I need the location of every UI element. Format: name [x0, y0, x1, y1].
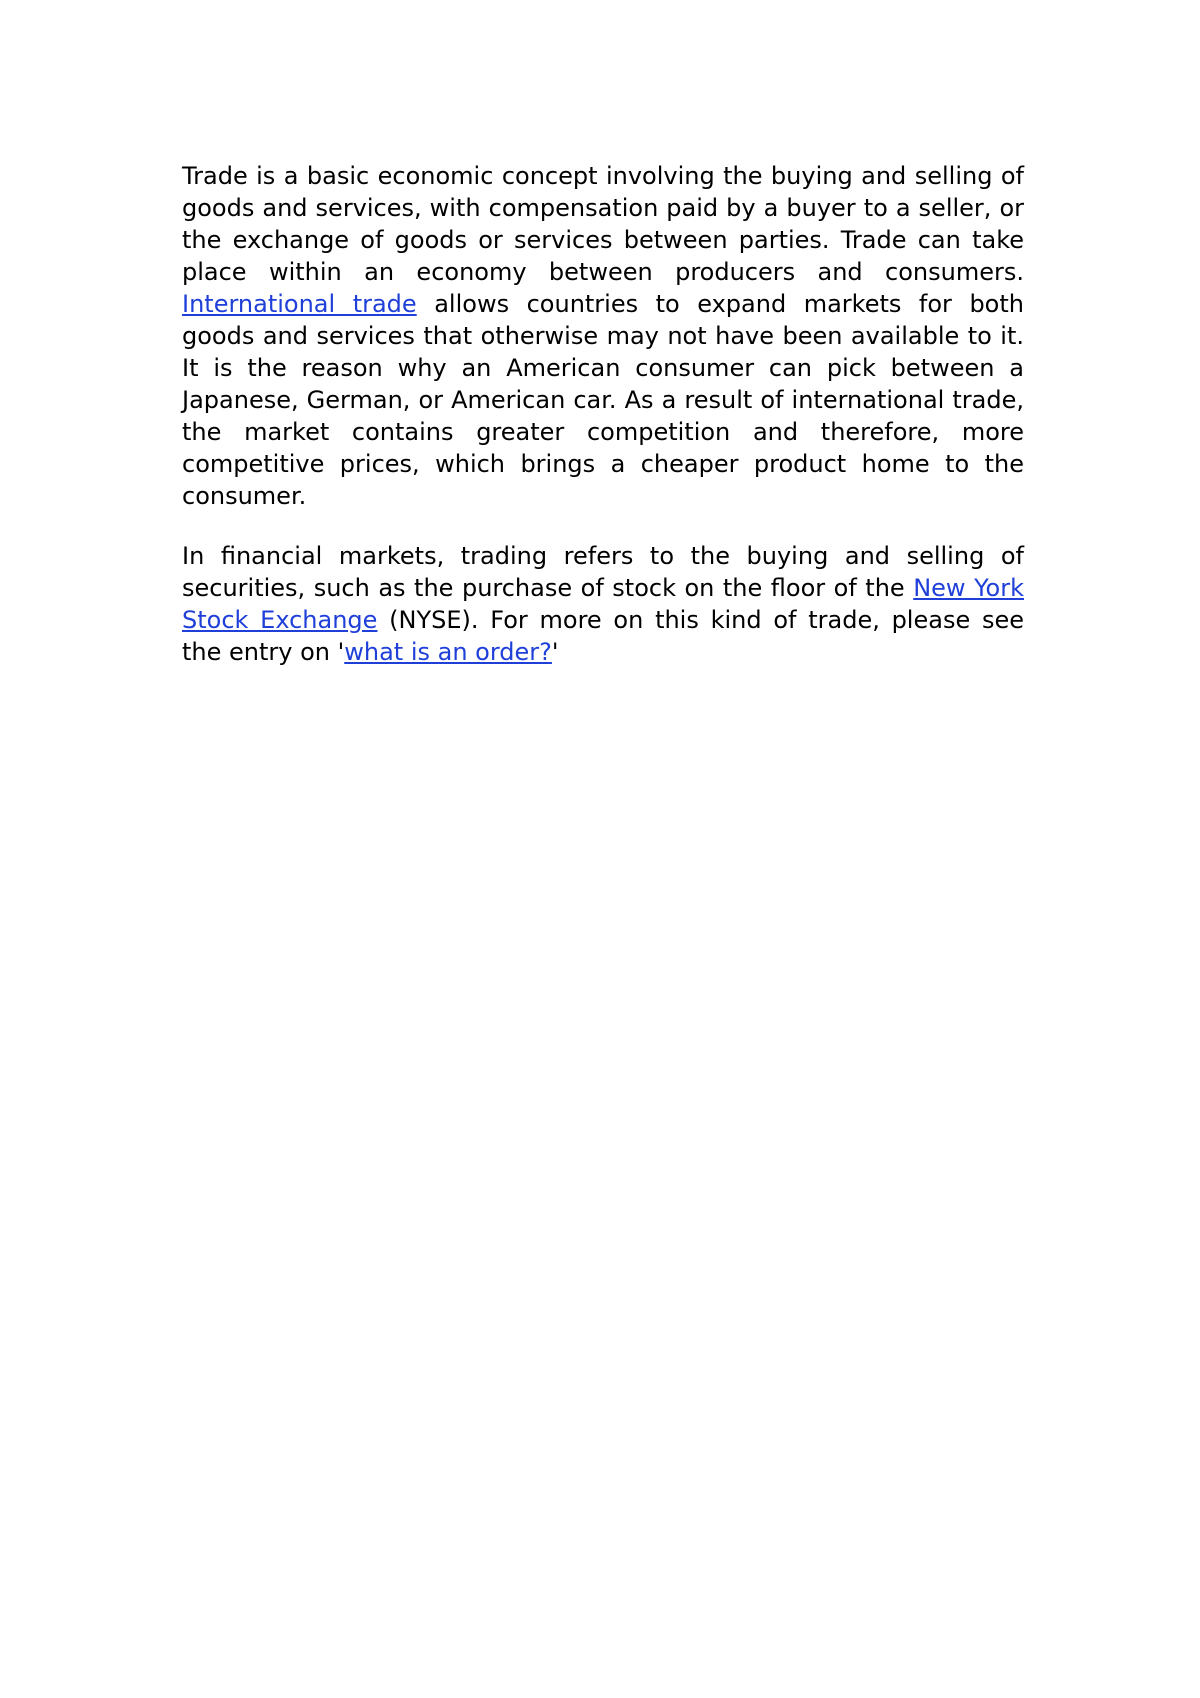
- paragraph-1-text-end: allows countries to expand markets for both goods and services that otherwise may not have been available to it. It is the reason why an American consumer can pick between a Japanese, German, or American car. As a result of international trade, the market contains greater competition and therefore, more competitive prices, which brings a cheaper product home to the consumer.: [182, 290, 1024, 510]
- link-international-trade[interactable]: International trade: [182, 290, 417, 318]
- paragraph-2-text-start: In financial markets, trading refers to the buying and selling of securities, such as the purchase of stock on the floor of the: [182, 542, 1024, 602]
- paragraph-2-text-end: ': [551, 638, 559, 666]
- paragraph-trade-definition: [182, 160, 1024, 512]
- link-new-york-stock-exchange[interactable]: New York Stock Exchange: [182, 574, 1024, 634]
- link-what-is-an-order[interactable]: what is an order?: [344, 638, 552, 666]
- paragraph-2-text-middle: (NYSE). For more on this kind of trade, please see the entry on ': [182, 606, 1024, 666]
- paragraph-financial-markets: [182, 540, 1024, 668]
- document-body: [182, 160, 1024, 696]
- paragraph-1-text-start: Trade is a basic economic concept involving the buying and selling of goods and services, with compensation paid by a buyer to a seller, or the exchange of goods or services between parties. Trade can take place within an economy between producers and consumers.: [182, 162, 1024, 286]
